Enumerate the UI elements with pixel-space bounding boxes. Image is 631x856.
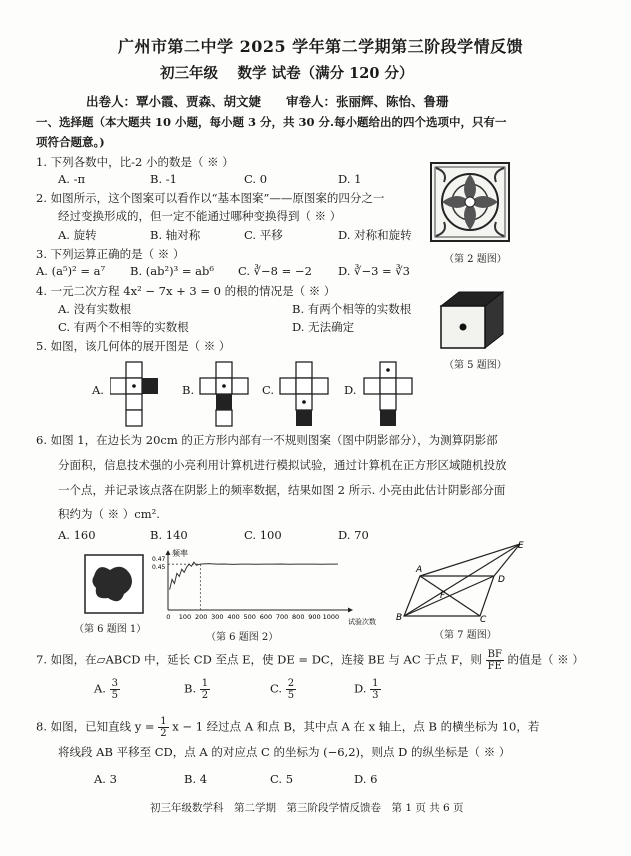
q5-option-c-label: C. — [262, 383, 275, 397]
x-tick-label: 100 — [178, 613, 192, 621]
q3-option-d: D. ∛−3 = ∛3 — [338, 264, 410, 278]
q6-stem-line2: 分面积，信息技术强的小亮利用计算机进行模拟试验，通过计算机在正方形区域随机投放 — [58, 458, 507, 472]
q7-point-b: B — [396, 613, 403, 623]
q7-stem — [36, 649, 584, 672]
q7-ratio-fraction: $\frac{BF}{FE}$ — [487, 649, 502, 672]
q1-option-b: B. -1 — [150, 172, 177, 186]
q8-option-d: D. 6 — [354, 772, 378, 786]
q1-option-a: A. -π — [58, 172, 86, 186]
q6-figure1-caption: （第 6 题图 1） — [74, 624, 147, 635]
q4-option-c: C. 有两个不相等的实数根 — [58, 320, 189, 334]
q3-option-c: C. ∛−8 = −2 — [238, 264, 312, 278]
q6-stem-line3: 一个点，并记录该点落在阴影上的频率数据，结果如图 2 所示. 小亮由此估计阴影部分面 — [58, 483, 506, 497]
x-tick-label: 600 — [259, 613, 273, 621]
q8-stem-line2: 将线段 AB 平移至 CD，点 A 的对应点 C 的坐标为 (−6,2)，则点 D 的纵坐标是（ ※ ） — [58, 745, 511, 759]
q5-cube-figure — [437, 290, 507, 352]
q8-slope-fraction: $\frac{1}{2}$ — [160, 716, 167, 739]
q7-option-b: B. $\frac{1}{2}$ — [184, 678, 209, 701]
q7-point-c: C — [480, 615, 487, 624]
q7-parallelogram-figure — [394, 540, 534, 624]
q6-figure1-square — [84, 554, 144, 614]
q5-net-a — [110, 360, 166, 428]
q7-point-f: F — [440, 591, 446, 601]
q5-figure-caption: （第 5 题图） — [444, 360, 507, 371]
q6-option-c: C. 100 — [244, 528, 282, 542]
q6-stem-line1: 6. 如图 1，在边长为 20cm 的正方形内部有一不规则图案（图中阴影部分），为测算阴影部 — [36, 433, 498, 447]
q6-option-a: A. 160 — [58, 528, 96, 542]
page-footer: 初三年级数学科 第二学期 第三阶段学情反馈卷 第 1 页 共 6 页 — [150, 802, 464, 814]
q1-option-d: D. 1 — [338, 172, 362, 186]
q2-option-a: A. 旋转 — [58, 228, 97, 242]
q4-option-b: B. 有两个相等的实数根 — [292, 302, 412, 316]
q5-net-c — [276, 360, 332, 428]
q3-option-b: B. (ab²)³ = ab⁶ — [130, 264, 214, 278]
x-tick-label: 700 — [275, 613, 289, 621]
q7-stem-text: 7. 如图，在▱ABCD 中，延长 CD 至点 E，使 DE = DC，连接 BE 与 AC 于点 F，则 — [36, 652, 482, 667]
q8-option-c: C. 5 — [270, 772, 294, 786]
q5-net-b — [196, 360, 252, 428]
q1-stem: 1. 下列各数中，比-2 小的数是（ ※ ） — [36, 155, 234, 169]
x-tick-label: 900 — [308, 613, 321, 621]
q7-point-a: A — [416, 565, 423, 575]
q2-option-c: C. 平移 — [244, 228, 283, 242]
exam-title: 广州市第二中学 2025 学年第二学期第三阶段学情反馈 — [118, 37, 524, 56]
section-heading-line2: 项符合题意。) — [36, 135, 105, 149]
q5-option-b-label: B. — [182, 383, 195, 397]
y-axis-arrow — [166, 550, 171, 555]
q7-option-c: C. $\frac{2}{5}$ — [270, 678, 295, 701]
x-tick-label: 800 — [292, 613, 305, 621]
q4-stem: 4. 一元二次方程 4x² − 7x + 3 = 0 的根的情况是（ ※ ） — [36, 284, 336, 298]
q3-stem: 3. 下列运算正确的是（ ※ ） — [36, 247, 185, 261]
authors-line: 出卷人：覃小霞、贾森、胡文婕 审卷人：张丽辉、陈怡、鲁珊 — [86, 94, 449, 109]
q6-option-b: B. 140 — [150, 528, 188, 542]
q6-stem-line4: 积约为（ ※ ）cm². — [58, 507, 160, 521]
chart-xlabel: 试验次数 — [348, 618, 376, 626]
q7-figure-caption: （第 7 题图） — [434, 630, 497, 641]
q2-figure-caption: （第 2 题图） — [444, 254, 507, 265]
q4-option-a: A. 没有实数根 — [58, 302, 132, 316]
q5-option-d-label: D. — [344, 383, 357, 397]
q7-stem-tail: 的值是（ ※ ） — [507, 652, 584, 667]
q5-net-d — [360, 360, 416, 428]
q7-option-d: D. $\frac{1}{3}$ — [354, 678, 379, 701]
x-axis-arrow — [348, 608, 353, 613]
q7-option-a: A. $\frac{3}{5}$ — [94, 678, 118, 701]
q5-stem: 5. 如图，该几何体的展开图是（ ※ ） — [36, 339, 231, 353]
x-tick-label: 300 — [211, 613, 224, 621]
chart-ylabel: 频率 — [172, 549, 188, 558]
exam-subtitle: 初三年级 数学 试卷（满分 120 分） — [160, 65, 414, 82]
x-tick-label: 1000 — [322, 613, 340, 621]
q2-pattern-figure — [430, 162, 510, 242]
frequency-series-line — [170, 562, 338, 589]
q2-stem-line2: 经过变换形成的，但一定不能通过哪种变换得到（ ※ ） — [58, 209, 342, 223]
x-tick-label: 200 — [194, 613, 208, 621]
q5-option-a-label: A. — [92, 383, 104, 397]
q6-figure2-caption: （第 6 题图 2） — [206, 632, 279, 643]
q8-option-b: B. 4 — [184, 772, 208, 786]
q6-option-d: D. 70 — [338, 528, 369, 542]
x-tick-label: 500 — [243, 613, 256, 621]
q3-option-a: A. (a⁵)² = a⁷ — [36, 264, 106, 278]
q7-point-e: E — [518, 541, 524, 551]
q2-stem-line1: 2. 如图所示，这个图案可以看作以“基本图案”——原图案的四分之一 — [36, 191, 385, 205]
q8-option-a: A. 3 — [94, 772, 117, 786]
q8-stem-line1: 8. 如图，已知直线 y = $\frac{1}{2}$ x − 1 经过点 A 和点 B，其中点 A 在 x 轴上，点 B 的横坐标为 10，若 — [36, 716, 540, 739]
q6-frequency-chart — [150, 548, 388, 628]
y-tick-label: 0.47 — [152, 556, 166, 564]
x-tick-label: 400 — [227, 613, 240, 621]
y-tick-label: 0.45 — [152, 564, 166, 572]
q2-option-d: D. 对称和旋转 — [338, 228, 412, 242]
section-heading-line1: 一、选择题（本大题共 10 小题，每小题 3 分，共 30 分.每小题给出的四个选项中，只有一 — [36, 115, 507, 129]
q7-point-d: D — [498, 575, 505, 585]
q2-option-b: B. 轴对称 — [150, 228, 201, 242]
x-tick-label: 0 — [166, 613, 171, 621]
q1-option-c: C. 0 — [244, 172, 268, 186]
q4-option-d: D. 无法确定 — [292, 320, 355, 334]
